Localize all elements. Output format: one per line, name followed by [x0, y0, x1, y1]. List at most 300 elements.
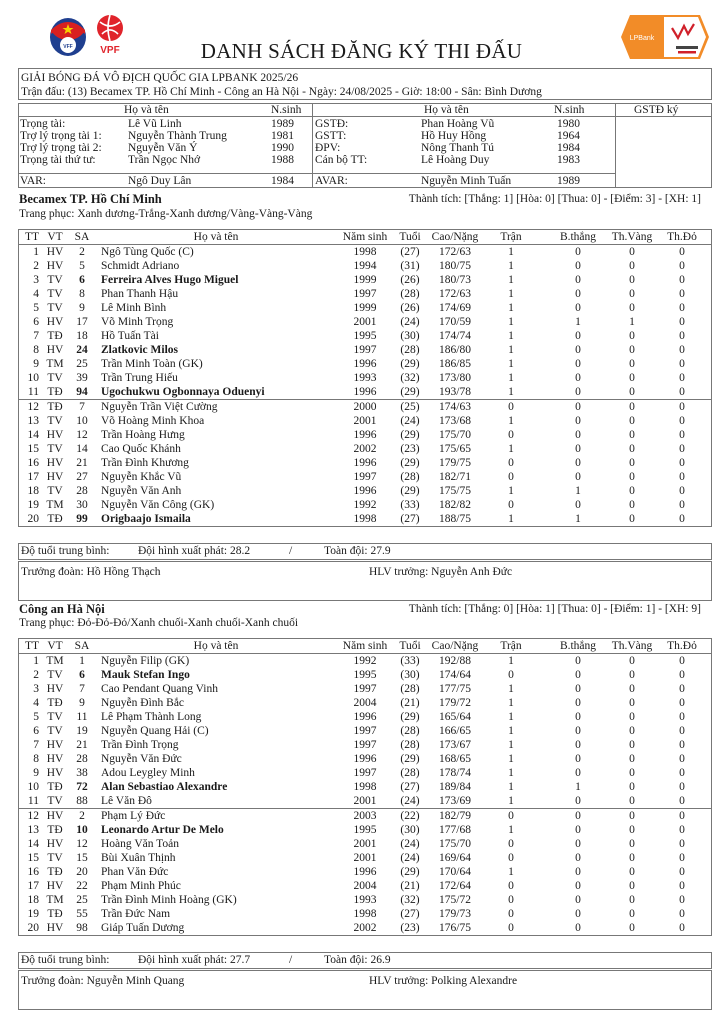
- player-red-cards: 0: [679, 260, 685, 272]
- league-name: GIẢI BÓNG ĐÁ VÔ ĐỊCH QUỐC GIA LPBANK 2025/26: [21, 72, 299, 84]
- player-number: 10: [27, 781, 39, 793]
- player-yellow-cards: 0: [629, 908, 635, 920]
- player-name: Nguyễn Khắc Vũ: [101, 471, 182, 483]
- player-matches: 1: [508, 443, 514, 455]
- player-matches: 1: [508, 372, 514, 384]
- head-coach: HLV trưởng: Polking Alexandre: [369, 975, 518, 987]
- player-row: [19, 794, 711, 808]
- player-name: Nguyễn Quang Hải (C): [101, 725, 209, 737]
- player-row: [19, 837, 711, 851]
- player-red-cards: 0: [679, 457, 685, 469]
- player-row: [19, 851, 711, 865]
- player-position: HV: [46, 471, 64, 483]
- player-row: [19, 400, 711, 414]
- player-row: [19, 879, 711, 893]
- player-matches: 0: [508, 429, 514, 441]
- official-birth: 1984: [557, 142, 580, 154]
- player-goals: 0: [575, 443, 581, 455]
- player-height-weight: 179/73: [439, 908, 471, 920]
- player-name: Hồ Tuấn Tài: [101, 330, 159, 342]
- player-birth-year: 1998: [353, 246, 377, 258]
- player-row: [19, 385, 711, 399]
- avg-age-starting: Đội hình xuất phát: 28.2: [138, 545, 251, 557]
- player-name: Nguyễn Văn Công (GK): [101, 499, 215, 511]
- player-birth-year: 1996: [353, 429, 377, 441]
- player-age: (29): [400, 866, 420, 878]
- player-shirt: 10: [76, 415, 88, 427]
- player-row: [19, 484, 711, 498]
- player-number: 17: [27, 880, 39, 892]
- player-shirt: 30: [76, 499, 88, 511]
- col-header-vt: VT: [47, 640, 63, 652]
- official-role: Trọng tài:: [20, 118, 66, 130]
- player-goals: 0: [575, 386, 581, 398]
- official-name: Hồ Huy Hồng: [421, 130, 487, 142]
- player-number: 1: [33, 246, 39, 258]
- player-name: Cao Pendant Quang Vinh: [101, 683, 218, 695]
- player-yellow-cards: 0: [629, 513, 635, 525]
- player-red-cards: 0: [679, 894, 685, 906]
- player-matches: 0: [508, 894, 514, 906]
- player-birth-year: 1999: [353, 274, 377, 286]
- player-position: HV: [46, 457, 64, 469]
- player-age: (26): [400, 302, 420, 314]
- officials-col-name-left: Họ và tên: [124, 104, 169, 116]
- avg-age-away: [18, 952, 712, 969]
- player-number: 20: [27, 922, 39, 934]
- player-position: TV: [47, 725, 63, 737]
- player-shirt: 6: [79, 669, 85, 681]
- player-age: (28): [400, 683, 420, 695]
- player-goals: 1: [575, 316, 581, 328]
- player-age: (32): [400, 894, 420, 906]
- player-height-weight: 186/80: [439, 344, 471, 356]
- player-height-weight: 166/65: [439, 725, 471, 737]
- player-number: 3: [33, 274, 39, 286]
- player-yellow-cards: 0: [629, 288, 635, 300]
- player-birth-year: 1998: [353, 908, 377, 920]
- player-goals: 0: [575, 908, 581, 920]
- player-age: (30): [400, 330, 420, 342]
- player-row: [19, 682, 711, 696]
- player-row: [19, 498, 711, 512]
- player-birth-year: 1997: [353, 288, 377, 300]
- player-position: TV: [47, 669, 63, 681]
- player-age: (28): [400, 739, 420, 751]
- player-age: (28): [400, 288, 420, 300]
- player-name: Trần Đình Khương: [101, 457, 189, 469]
- avg-age-starting: Đội hình xuất phát: 27.7: [138, 954, 251, 966]
- player-position: HV: [46, 767, 64, 779]
- player-position: TM: [46, 655, 64, 667]
- official-role: Cán bộ TT:: [315, 154, 368, 166]
- player-age: (24): [400, 415, 420, 427]
- player-position: TV: [47, 274, 63, 286]
- player-birth-year: 1995: [353, 669, 377, 681]
- player-age: (24): [400, 838, 420, 850]
- team-manager: Trưởng đoàn: Hồ Hồng Thạch: [21, 566, 161, 578]
- player-yellow-cards: 0: [629, 471, 635, 483]
- player-position: TV: [47, 795, 63, 807]
- player-yellow-cards: 0: [629, 386, 635, 398]
- player-matches: 0: [508, 457, 514, 469]
- player-birth-year: 2002: [353, 922, 377, 934]
- match-info-box: [18, 68, 712, 100]
- player-birth-year: 1992: [353, 499, 377, 511]
- player-position: HV: [46, 739, 64, 751]
- player-matches: 1: [508, 767, 514, 779]
- player-yellow-cards: 0: [629, 302, 635, 314]
- player-shirt: 7: [79, 683, 85, 695]
- player-birth-year: 2001: [353, 795, 377, 807]
- page-title: DANH SÁCH ĐĂNG KÝ THI ĐẤU: [200, 39, 523, 63]
- official-role: AVAR:: [315, 175, 348, 187]
- player-height-weight: 174/74: [439, 330, 471, 342]
- col-header-birth: Năm sinh: [342, 231, 388, 243]
- player-shirt: 10: [76, 824, 88, 836]
- player-matches: 1: [508, 866, 514, 878]
- player-birth-year: 1997: [353, 471, 377, 483]
- player-row: [19, 865, 711, 879]
- player-height-weight: 172/64: [439, 880, 471, 892]
- player-shirt: 5: [79, 260, 85, 272]
- official-birth: 1983: [557, 154, 580, 166]
- official-birth: 1984: [271, 175, 294, 187]
- player-red-cards: 0: [679, 753, 685, 765]
- player-yellow-cards: 0: [629, 655, 635, 667]
- player-red-cards: 0: [679, 386, 685, 398]
- player-height-weight: 165/64: [439, 711, 471, 723]
- avg-age-label: Độ tuổi trung bình:: [21, 954, 110, 966]
- player-age: (29): [400, 457, 420, 469]
- player-height-weight: 178/74: [439, 767, 471, 779]
- player-row: [19, 245, 711, 259]
- player-position: TV: [47, 372, 63, 384]
- player-shirt: 21: [76, 457, 88, 469]
- avg-age-home: [18, 543, 712, 560]
- player-name: Võ Minh Trọng: [101, 316, 174, 328]
- player-red-cards: 0: [679, 697, 685, 709]
- col-header-tt: TT: [24, 231, 39, 243]
- player-age: (27): [400, 513, 420, 525]
- player-matches: 0: [508, 401, 514, 413]
- player-yellow-cards: 0: [629, 838, 635, 850]
- player-goals: 0: [575, 753, 581, 765]
- player-red-cards: 0: [679, 866, 685, 878]
- player-red-cards: 0: [679, 880, 685, 892]
- player-birth-year: 1993: [353, 372, 377, 384]
- player-age: (30): [400, 669, 420, 681]
- player-red-cards: 0: [679, 274, 685, 286]
- col-header-name: Họ và tên: [193, 640, 239, 652]
- player-position: HV: [46, 683, 64, 695]
- player-row: [19, 329, 711, 343]
- player-matches: 1: [508, 711, 514, 723]
- player-red-cards: 0: [679, 415, 685, 427]
- player-number: 12: [27, 401, 39, 413]
- roster-table-away: [18, 638, 712, 936]
- player-name: Trần Đức Nam: [101, 908, 171, 920]
- player-height-weight: 182/79: [439, 810, 471, 822]
- col-header-red: Th.Đỏ: [667, 231, 697, 243]
- player-red-cards: 0: [679, 372, 685, 384]
- player-name: Ferreira Alves Hugo Miguel: [101, 274, 239, 286]
- player-goals: 0: [575, 429, 581, 441]
- player-name: Ugochukwu Ogbonnaya Oduenyi: [101, 386, 265, 398]
- player-red-cards: 0: [679, 429, 685, 441]
- player-birth-year: 1996: [353, 457, 377, 469]
- player-birth-year: 1998: [353, 513, 377, 525]
- player-yellow-cards: 0: [629, 922, 635, 934]
- player-position: TĐ: [47, 697, 63, 709]
- player-row: [19, 414, 711, 428]
- player-name: Zlatkovic Milos: [101, 344, 178, 356]
- player-birth-year: 1994: [353, 260, 377, 272]
- player-name: Bùi Xuân Thịnh: [101, 852, 176, 864]
- player-red-cards: 0: [679, 485, 685, 497]
- player-goals: 0: [575, 866, 581, 878]
- player-yellow-cards: 0: [629, 725, 635, 737]
- player-name: Nguyễn Trần Việt Cường: [101, 401, 218, 413]
- player-position: TĐ: [47, 386, 63, 398]
- player-age: (21): [400, 697, 420, 709]
- player-shirt: 18: [76, 330, 88, 342]
- player-matches: 1: [508, 316, 514, 328]
- player-matches: 1: [508, 683, 514, 695]
- player-number: 11: [27, 386, 39, 398]
- officials-header: [19, 104, 711, 117]
- player-position: HV: [46, 810, 64, 822]
- player-position: TV: [47, 415, 63, 427]
- col-header-sa: SA: [74, 231, 90, 243]
- player-yellow-cards: 0: [629, 880, 635, 892]
- player-name: Cao Quốc Khánh: [101, 443, 181, 455]
- player-age: (28): [400, 725, 420, 737]
- player-birth-year: 1997: [353, 344, 377, 356]
- player-name: Leonardo Artur De Melo: [101, 824, 224, 836]
- player-name: Trần Hoàng Hưng: [101, 429, 185, 441]
- player-matches: 1: [508, 739, 514, 751]
- player-age: (24): [400, 795, 420, 807]
- player-yellow-cards: 0: [629, 810, 635, 822]
- player-goals: 0: [575, 302, 581, 314]
- player-matches: 0: [508, 908, 514, 920]
- player-row: [19, 724, 711, 738]
- official-name: Nguyễn Minh Tuấn: [421, 175, 512, 187]
- official-name: Lê Vũ Linh: [128, 118, 182, 130]
- player-yellow-cards: 0: [629, 824, 635, 836]
- player-yellow-cards: 0: [629, 499, 635, 511]
- player-birth-year: 1996: [353, 866, 377, 878]
- player-birth-year: 1997: [353, 767, 377, 779]
- player-number: 10: [27, 372, 39, 384]
- player-birth-year: 1999: [353, 302, 377, 314]
- player-red-cards: 0: [679, 781, 685, 793]
- official-name: Trần Ngọc Nhớ: [128, 154, 201, 166]
- player-shirt: 6: [79, 274, 85, 286]
- player-goals: 0: [575, 330, 581, 342]
- player-red-cards: 0: [679, 471, 685, 483]
- player-shirt: 7: [79, 401, 85, 413]
- player-birth-year: 2001: [353, 415, 377, 427]
- player-height-weight: 170/64: [439, 866, 471, 878]
- player-birth-year: 1997: [353, 683, 377, 695]
- player-position: TV: [47, 485, 63, 497]
- player-yellow-cards: 0: [629, 711, 635, 723]
- player-height-weight: 174/69: [439, 302, 471, 314]
- roster-header: [19, 639, 711, 654]
- col-header-red: Th.Đỏ: [667, 640, 697, 652]
- player-birth-year: 2001: [353, 316, 377, 328]
- player-number: 15: [27, 852, 39, 864]
- player-yellow-cards: 0: [629, 401, 635, 413]
- player-birth-year: 2004: [353, 697, 377, 709]
- col-header-hw: Cao/Nặng: [431, 640, 479, 652]
- svg-text:VPF: VPF: [100, 45, 120, 56]
- player-number: 17: [27, 471, 39, 483]
- player-red-cards: 0: [679, 838, 685, 850]
- player-age: (23): [400, 922, 420, 934]
- player-number: 5: [33, 302, 39, 314]
- player-birth-year: 2000: [353, 401, 377, 413]
- player-age: (31): [400, 260, 420, 272]
- head-coach: HLV trưởng: Nguyễn Anh Đức: [369, 566, 513, 578]
- player-matches: 0: [508, 922, 514, 934]
- player-row: [19, 654, 711, 668]
- col-header-vt: VT: [47, 231, 63, 243]
- player-red-cards: 0: [679, 655, 685, 667]
- player-shirt: 28: [76, 753, 88, 765]
- player-number: 9: [33, 767, 39, 779]
- player-matches: 1: [508, 246, 514, 258]
- player-red-cards: 0: [679, 302, 685, 314]
- player-number: 15: [27, 443, 39, 455]
- player-birth-year: 1995: [353, 824, 377, 836]
- player-red-cards: 0: [679, 513, 685, 525]
- player-height-weight: 180/73: [439, 274, 471, 286]
- player-name: Trần Đình Trọng: [101, 739, 179, 751]
- official-birth: 1981: [271, 130, 294, 142]
- player-row: [19, 371, 711, 385]
- officials-col-birth-right: N.sinh: [554, 104, 585, 116]
- player-row: [19, 512, 711, 526]
- player-age: (32): [400, 372, 420, 384]
- player-age: (29): [400, 386, 420, 398]
- player-red-cards: 0: [679, 443, 685, 455]
- player-shirt: 24: [76, 344, 88, 356]
- player-red-cards: 0: [679, 288, 685, 300]
- player-number: 7: [33, 739, 39, 751]
- player-position: TV: [47, 711, 63, 723]
- player-goals: 0: [575, 358, 581, 370]
- staff-away: [18, 970, 712, 1010]
- player-height-weight: 173/67: [439, 739, 471, 751]
- player-age: (33): [400, 499, 420, 511]
- player-shirt: 28: [76, 485, 88, 497]
- player-matches: 0: [508, 499, 514, 511]
- player-goals: 0: [575, 838, 581, 850]
- player-height-weight: 177/75: [439, 683, 471, 695]
- player-number: 5: [33, 711, 39, 723]
- player-age: (29): [400, 753, 420, 765]
- player-age: (24): [400, 316, 420, 328]
- player-age: (29): [400, 429, 420, 441]
- player-birth-year: 2001: [353, 838, 377, 850]
- player-birth-year: 1996: [353, 711, 377, 723]
- player-goals: 0: [575, 499, 581, 511]
- player-position: HV: [46, 316, 64, 328]
- team-kit-away: Trang phục: Đỏ-Đỏ-Đỏ/Xanh chuối-Xanh chuối-Xanh chuối: [19, 617, 299, 629]
- player-number: 20: [27, 513, 39, 525]
- player-age: (24): [400, 852, 420, 864]
- player-height-weight: 180/75: [439, 260, 471, 272]
- player-matches: 1: [508, 260, 514, 272]
- player-shirt: 38: [76, 767, 88, 779]
- player-position: TV: [47, 302, 63, 314]
- player-birth-year: 2003: [353, 810, 377, 822]
- player-goals: 0: [575, 401, 581, 413]
- official-role: Trợ lý trọng tài 1:: [20, 130, 102, 142]
- player-yellow-cards: 0: [629, 753, 635, 765]
- team-kit-home: Trang phục: Xanh dương-Trắng-Xanh dương/Vàng-Vàng-Vàng: [19, 208, 313, 220]
- player-red-cards: 0: [679, 795, 685, 807]
- player-matches: 1: [508, 725, 514, 737]
- player-name: Trần Trung Hiếu: [101, 372, 178, 384]
- player-row: [19, 470, 711, 484]
- player-number: 14: [27, 429, 39, 441]
- player-goals: 0: [575, 471, 581, 483]
- player-goals: 0: [575, 852, 581, 864]
- player-shirt: 25: [76, 358, 88, 370]
- player-height-weight: 175/65: [439, 443, 471, 455]
- player-goals: 1: [575, 485, 581, 497]
- player-birth-year: 2004: [353, 880, 377, 892]
- avg-age-separator: /: [289, 545, 293, 557]
- official-role: VAR:: [20, 175, 46, 187]
- col-header-sa: SA: [74, 640, 90, 652]
- player-red-cards: 0: [679, 316, 685, 328]
- player-position: HV: [46, 838, 64, 850]
- player-height-weight: 173/68: [439, 415, 471, 427]
- player-red-cards: 0: [679, 344, 685, 356]
- player-shirt: 19: [76, 725, 88, 737]
- player-shirt: 8: [79, 288, 85, 300]
- player-number: 6: [33, 316, 39, 328]
- player-shirt: 55: [76, 908, 88, 920]
- player-row: [19, 343, 711, 357]
- officials-col-name-right: Họ và tên: [424, 104, 469, 116]
- player-matches: 1: [508, 795, 514, 807]
- player-height-weight: 186/85: [439, 358, 471, 370]
- player-row: [19, 668, 711, 682]
- player-matches: 1: [508, 358, 514, 370]
- player-shirt: 1: [79, 655, 85, 667]
- player-height-weight: 170/59: [439, 316, 471, 328]
- player-yellow-cards: 0: [629, 457, 635, 469]
- player-age: (28): [400, 471, 420, 483]
- player-shirt: 9: [79, 302, 85, 314]
- player-red-cards: 0: [679, 683, 685, 695]
- player-yellow-cards: 0: [629, 852, 635, 864]
- team-name-away: Công an Hà Nội: [19, 602, 105, 616]
- player-yellow-cards: 0: [629, 274, 635, 286]
- player-birth-year: 1995: [353, 330, 377, 342]
- player-position: TV: [47, 443, 63, 455]
- player-yellow-cards: 0: [629, 894, 635, 906]
- official-role: ĐPV:: [315, 142, 341, 154]
- officials-col-sign: GSTĐ ký: [634, 104, 679, 116]
- player-position: TĐ: [47, 330, 63, 342]
